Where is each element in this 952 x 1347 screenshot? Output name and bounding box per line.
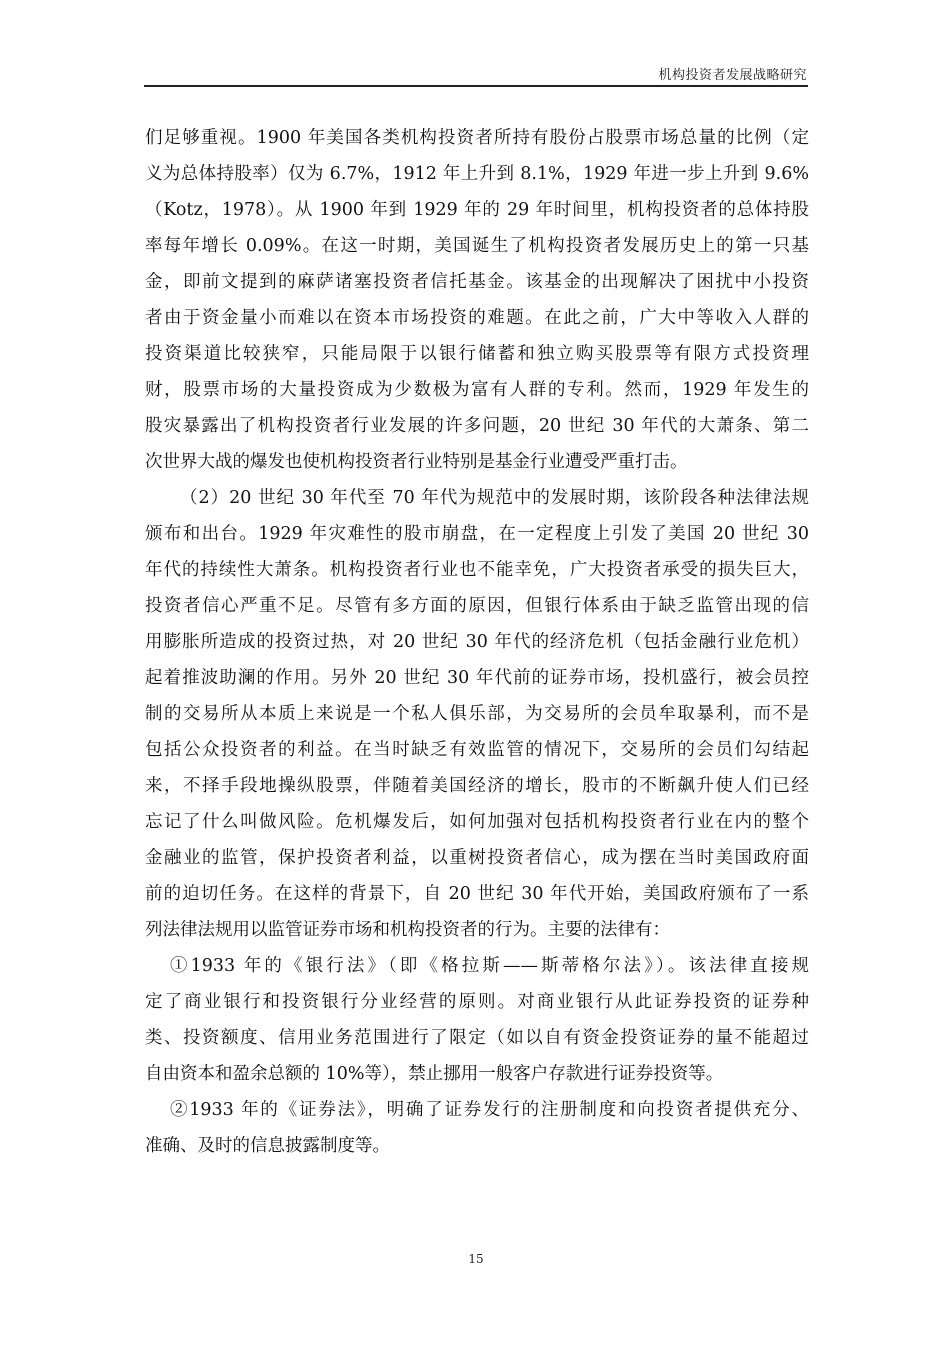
text-line: ②1933 年的《证券法》，明确了证券发行的注册制度和向投资者提供充分、 <box>170 1100 809 1120</box>
text-line: （Kotz，1978）。从 1900 年到 1929 年的 29 年时间里，机构投资者的总体持股 <box>145 200 809 220</box>
body-text <box>145 120 809 1164</box>
text-line: 用膨胀所造成的投资过热，对 20 世纪 30 年代的经济危机（包括金融行业危机） <box>145 632 809 652</box>
text-line: 义为总体持股率）仅为 6.7%，1912 年上升到 8.1%，1929 年进一步上升到 9.6% <box>145 164 809 184</box>
text-line: 定了商业银行和投资银行分业经营的原则。对商业银行从此证券投资的证券种 <box>145 992 809 1012</box>
text-line: 投资渠道比较狭窄，只能局限于以银行储蓄和独立购买股票等有限方式投资理 <box>145 344 809 364</box>
text-line: 财，股票市场的大量投资成为少数极为富有人群的专利。然而，1929 年发生的 <box>145 380 809 400</box>
text-line: 前的迫切任务。在这样的背景下，自 20 世纪 30 年代开始，美国政府颁布了一系 <box>145 884 809 904</box>
text-line: 起着推波助澜的作用。另外 20 世纪 30 年代前的证券市场，投机盛行，被会员控 <box>145 668 809 688</box>
header-rule <box>144 85 808 87</box>
text-line: 年代的持续性大萧条。机构投资者行业也不能幸免，广大投资者承受的损失巨大， <box>145 560 809 580</box>
text-line: 忘记了什么叫做风险。危机爆发后，如何加强对包括机构投资者行业在内的整个 <box>145 812 809 832</box>
text-line: 包括公众投资者的利益。在当时缺乏有效监管的情况下，交易所的会员们勾结起 <box>145 740 809 760</box>
text-line: 自由资本和盈余总额的 10%等），禁止挪用一般客户存款进行证券投资等。 <box>145 1064 724 1084</box>
text-line: 来，不择手段地操纵股票，伴随着美国经济的增长，股市的不断飙升使人们已经 <box>145 776 809 796</box>
text-line: （2）20 世纪 30 年代至 70 年代为规范中的发展时期，该阶段各种法律法规 <box>180 488 809 508</box>
text-line: 股灾暴露出了机构投资者行业发展的许多问题，20 世纪 30 年代的大萧条、第二 <box>145 416 809 436</box>
text-line: 率每年增长 0.09%。在这一时期，美国诞生了机构投资者发展历史上的第一只基 <box>145 236 809 256</box>
text-line: 金，即前文提到的麻萨诸塞投资者信托基金。该基金的出现解决了困扰中小投资 <box>145 272 809 292</box>
page-number: 15 <box>468 1252 484 1266</box>
text-line: ①1933 年的《银行法》（即《格拉斯——斯蒂格尔法》）。该法律直接规 <box>170 956 809 976</box>
text-line: 颁布和出台。1929 年灾难性的股市崩盘，在一定程度上引发了美国 20 世纪 30 <box>145 524 809 544</box>
text-line: 准确、及时的信息披露制度等。 <box>145 1136 390 1156</box>
text-line: 制的交易所从本质上来说是一个私人俱乐部，为交易所的会员牟取暴利，而不是 <box>145 704 809 724</box>
text-line: 者由于资金量小而难以在资本市场投资的难题。在此之前，广大中等收入人群的 <box>145 308 809 328</box>
text-line: 们足够重视。1900 年美国各类机构投资者所持有股份占股票市场总量的比例（定 <box>145 128 809 148</box>
running-header-title: 机构投资者发展战略研究 <box>658 68 807 83</box>
text-line: 列法律法规用以监管证券市场和机构投资者的行为。主要的法律有： <box>145 920 670 940</box>
text-line: 类、投资额度、信用业务范围进行了限定（如以自有资金投资证券的量不能超过 <box>145 1028 809 1048</box>
text-line: 次世界大战的爆发也使机构投资者行业特别是基金行业遭受严重打击。 <box>145 452 688 472</box>
text-line: 金融业的监管，保护投资者利益，以重树投资者信心，成为摆在当时美国政府面 <box>145 848 809 868</box>
text-line: 投资者信心严重不足。尽管有多方面的原因，但银行体系由于缺乏监管出现的信 <box>145 596 809 616</box>
